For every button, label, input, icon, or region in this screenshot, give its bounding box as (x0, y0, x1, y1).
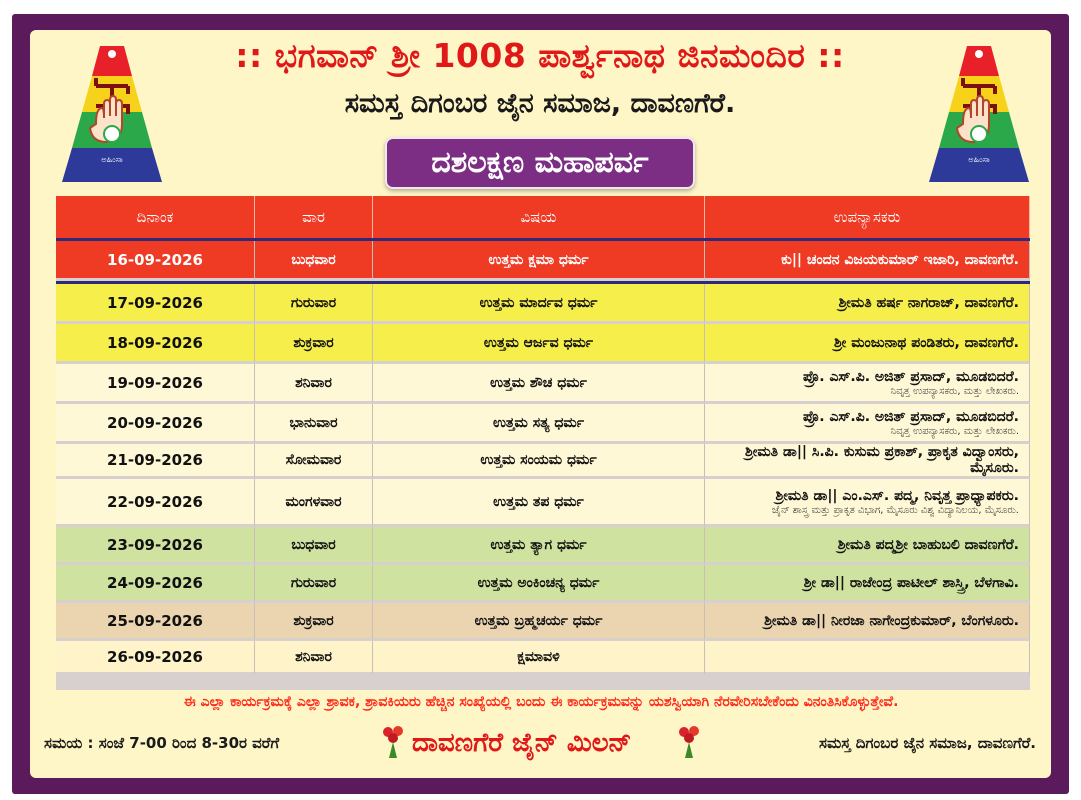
row-date: 17-09-2026 (56, 284, 255, 324)
row-day: ಗುರುವಾರ (255, 284, 373, 324)
table-row (56, 404, 1030, 444)
speaker-name: ಕು|| ಚಂದನ ವಿಜಯಕುಮಾರ್ ಇಜಾರಿ, ದಾವಣಗೆರೆ. (781, 251, 1019, 268)
emblem-left-text: ಅಹಿಂಸಾ (101, 155, 123, 164)
jain-emblem-right-icon (929, 44, 1029, 182)
row-day: ಭಾನುವಾರ (255, 404, 373, 444)
table-row (56, 444, 1030, 479)
row-speaker (705, 404, 1030, 444)
row-topic: ಉತ್ತಮ ಸತ್ಯ ಧರ್ಮ (373, 404, 705, 444)
row-date: 26-09-2026 (56, 641, 255, 675)
schedule-table (56, 196, 1030, 690)
speaker-name: ಶ್ರೀಮತಿ ಪದ್ಮಶ್ರೀ ಬಾಹುಬಲಿ ದಾವಣಗೆರೆ. (837, 536, 1019, 553)
invitation-note: ಈ ಎಲ್ಲಾ ಕಾರ್ಯಕ್ರಮಕ್ಕೆ ಎಲ್ಲಾ ಶ್ರಾವಕ, ಶ್ರಾವಕಿಯರು ಹೆಚ್ಚಿನ ಸಂಖ್ಯೆಯಲ್ಲಿ ಬಂದು ಈ ಕಾರ್ಯಕ್ರಮವನ್ನು ಯಶಸ್ವಿಯಾಗಿ ನೆರವೇರಿಸಬೇಕೆಂದು ವಿನಂತಿಸಿಕೊಳ್ಳುತ್ತೇವೆ. (183, 694, 899, 710)
speaker-name: ಶ್ರೀಮತಿ ಡಾ|| ನೀರಜಾ ನಾಗೇಂದ್ರಕುಮಾರ್, ಬೆಂಗಳೂರು. (764, 612, 1019, 629)
table-row (56, 641, 1030, 675)
row-speaker (705, 565, 1030, 603)
row-topic: ಉತ್ತಮ ಬ್ರಹ್ಮಚರ್ಯ ಧರ್ಮ (373, 603, 705, 641)
row-speaker (705, 527, 1030, 565)
flower-bouquet-icon (380, 724, 406, 760)
emblem-right-text: ಅಹಿಂಸಾ (968, 155, 990, 164)
row-topic: ಉತ್ತಮ ಶೌಚ ಧರ್ಮ (373, 364, 705, 404)
row-date: 25-09-2026 (56, 603, 255, 641)
row-day: ಶುಕ್ರವಾರ (255, 324, 373, 364)
community-subtitle: ಸಮಸ್ತ ದಿಗಂಬರ ಜೈನ ಸಮಾಜ, ದಾವಣಗೆರೆ. (344, 88, 736, 119)
table-row (56, 527, 1030, 565)
column-header-topic: ವಿಷಯ (373, 196, 705, 238)
table-row (56, 284, 1030, 324)
speaker-name: ಶ್ರೀಮತಿ ಹರ್ಷ ನಾಗರಾಜ್, ದಾವಣಗೆರೆ. (838, 294, 1019, 311)
speaker-name: ಪ್ರೊ. ಎಸ್.ಪಿ. ಅಜಿತ್ ಪ್ರಸಾದ್, ಮೂಡಬಿದರೆ. (803, 408, 1019, 425)
row-day: ಮಂಗಳವಾರ (255, 479, 373, 527)
event-timing: ಸಮಯ : ಸಂಜೆ 7-00 ರಿಂದ 8-30ರ ವರೆಗೆ (44, 734, 280, 752)
column-header-speaker: ಉಪನ್ಯಾಸಕರು (705, 196, 1030, 238)
table-row (56, 324, 1030, 364)
speaker-note: ನಿವೃತ್ತ ಉಪನ್ಯಾಸಕರು, ಮತ್ತು ಲೇಖಕರು. (890, 425, 1019, 437)
speaker-name: ಪ್ರೊ. ಎಸ್.ಪಿ. ಅಜಿತ್ ಪ್ರಸಾದ್, ಮೂಡಬಿದರೆ. (803, 368, 1019, 385)
speaker-name: ಶ್ರೀಮತಿ ಡಾ|| ಸಿ.ಪಿ. ಕುಸುಮ ಪ್ರಕಾಶ್, ಪ್ರಾಕೃತ ವಿದ್ವಾಂಸರು, ಮೈಸೂರು. (745, 444, 1019, 476)
row-day: ಬುಧವಾರ (255, 241, 373, 281)
table-header-row (56, 196, 1030, 238)
row-speaker (705, 241, 1030, 281)
row-day: ಶನಿವಾರ (255, 641, 373, 675)
row-speaker (705, 479, 1030, 527)
row-topic: ಕ್ಷಮಾವಳಿ (373, 641, 705, 675)
table-row (56, 565, 1030, 603)
row-speaker (705, 364, 1030, 404)
row-topic: ಉತ್ತಮ ತ್ಯಾಗ ಧರ್ಮ (373, 527, 705, 565)
row-day: ಶುಕ್ರವಾರ (255, 603, 373, 641)
speaker-note: ನಿವೃತ್ತ ಉಪನ್ಯಾಸಕರು, ಮತ್ತು ಲೇಖಕರು. (890, 385, 1019, 397)
speaker-name: ಶ್ರೀಮತಿ ಡಾ|| ಎಂ.ಎಸ್. ಪದ್ಮ, ನಿವೃತ್ತ ಪ್ರಾಧ್ಯಾಪಕರು. (775, 487, 1019, 504)
table-row (56, 364, 1030, 404)
row-topic: ಉತ್ತಮ ಮಾರ್ದವ ಧರ್ಮ (373, 284, 705, 324)
row-date: 22-09-2026 (56, 479, 255, 527)
row-speaker (705, 603, 1030, 641)
temple-title: :: ಭಗವಾನ್ ಶ್ರೀ 1008 ಪಾರ್ಶ್ವನಾಥ ಜಿನಮಂದಿರ :: (235, 36, 845, 75)
flower-bouquet-icon (676, 724, 702, 760)
row-speaker (705, 444, 1030, 479)
row-topic: ಉತ್ತಮ ತಪ ಧರ್ಮ (373, 479, 705, 527)
table-row (56, 241, 1030, 281)
organizer-name: ದಾವಣಗೆರೆ ಜೈನ್ ಮಿಲನ್ (412, 728, 632, 758)
row-date: 24-09-2026 (56, 565, 255, 603)
row-speaker (705, 324, 1030, 364)
column-header-date: ದಿನಾಂಕ (56, 196, 255, 238)
community-signoff: ಸಮಸ್ತ ದಿಗಂಬರ ಜೈನ ಸಮಾಜ, ದಾವಣಗೆರೆ. (819, 734, 1036, 752)
speaker-name: ಶ್ರೀ ಡಾ|| ರಾಜೇಂದ್ರ ಪಾಟೀಲ್ ಶಾಸ್ತ್ರಿ, ಬೆಳಗಾವಿ. (803, 574, 1019, 591)
row-day: ಬುಧವಾರ (255, 527, 373, 565)
table-row (56, 603, 1030, 641)
row-date: 19-09-2026 (56, 364, 255, 404)
row-speaker (705, 284, 1030, 324)
table-row (56, 479, 1030, 527)
row-topic: ಉತ್ತಮ ಕ್ಷಮಾ ಧರ್ಮ (373, 241, 705, 281)
row-date: 18-09-2026 (56, 324, 255, 364)
festival-banner: ದಶಲಕ್ಷಣ ಮಹಾಪರ್ವ (385, 137, 695, 189)
row-date: 23-09-2026 (56, 527, 255, 565)
column-header-day: ವಾರ (255, 196, 373, 238)
row-speaker (705, 641, 1030, 675)
jain-emblem-left-icon (62, 44, 162, 182)
row-topic: ಉತ್ತಮ ಅಂಕಿಂಚನ್ಯ ಧರ್ಮ (373, 565, 705, 603)
speaker-note: ಜೈನ್ ಶಾಸ್ತ್ರ ಮತ್ತು ಪ್ರಾಕೃತ ವಿಭಾಗ, ಮೈಸೂರು ವಿಶ್ವ ವಿದ್ಯಾನಿಲಯ, ಮೈಸೂರು. (772, 504, 1019, 516)
row-topic: ಉತ್ತಮ ಸಂಯಮ ಧರ್ಮ (373, 444, 705, 479)
row-date: 21-09-2026 (56, 444, 255, 479)
row-day: ಗುರುವಾರ (255, 565, 373, 603)
speaker-name: ಶ್ರೀ ಮಂಜುನಾಥ ಪಂಡಿತರು, ದಾವಣಗೆರೆ. (834, 334, 1019, 351)
row-day: ಶನಿವಾರ (255, 364, 373, 404)
row-date: 20-09-2026 (56, 404, 255, 444)
row-topic: ಉತ್ತಮ ಆರ್ಜವ ಧರ್ಮ (373, 324, 705, 364)
row-date: 16-09-2026 (56, 241, 255, 281)
row-day: ಸೋಮವಾರ (255, 444, 373, 479)
